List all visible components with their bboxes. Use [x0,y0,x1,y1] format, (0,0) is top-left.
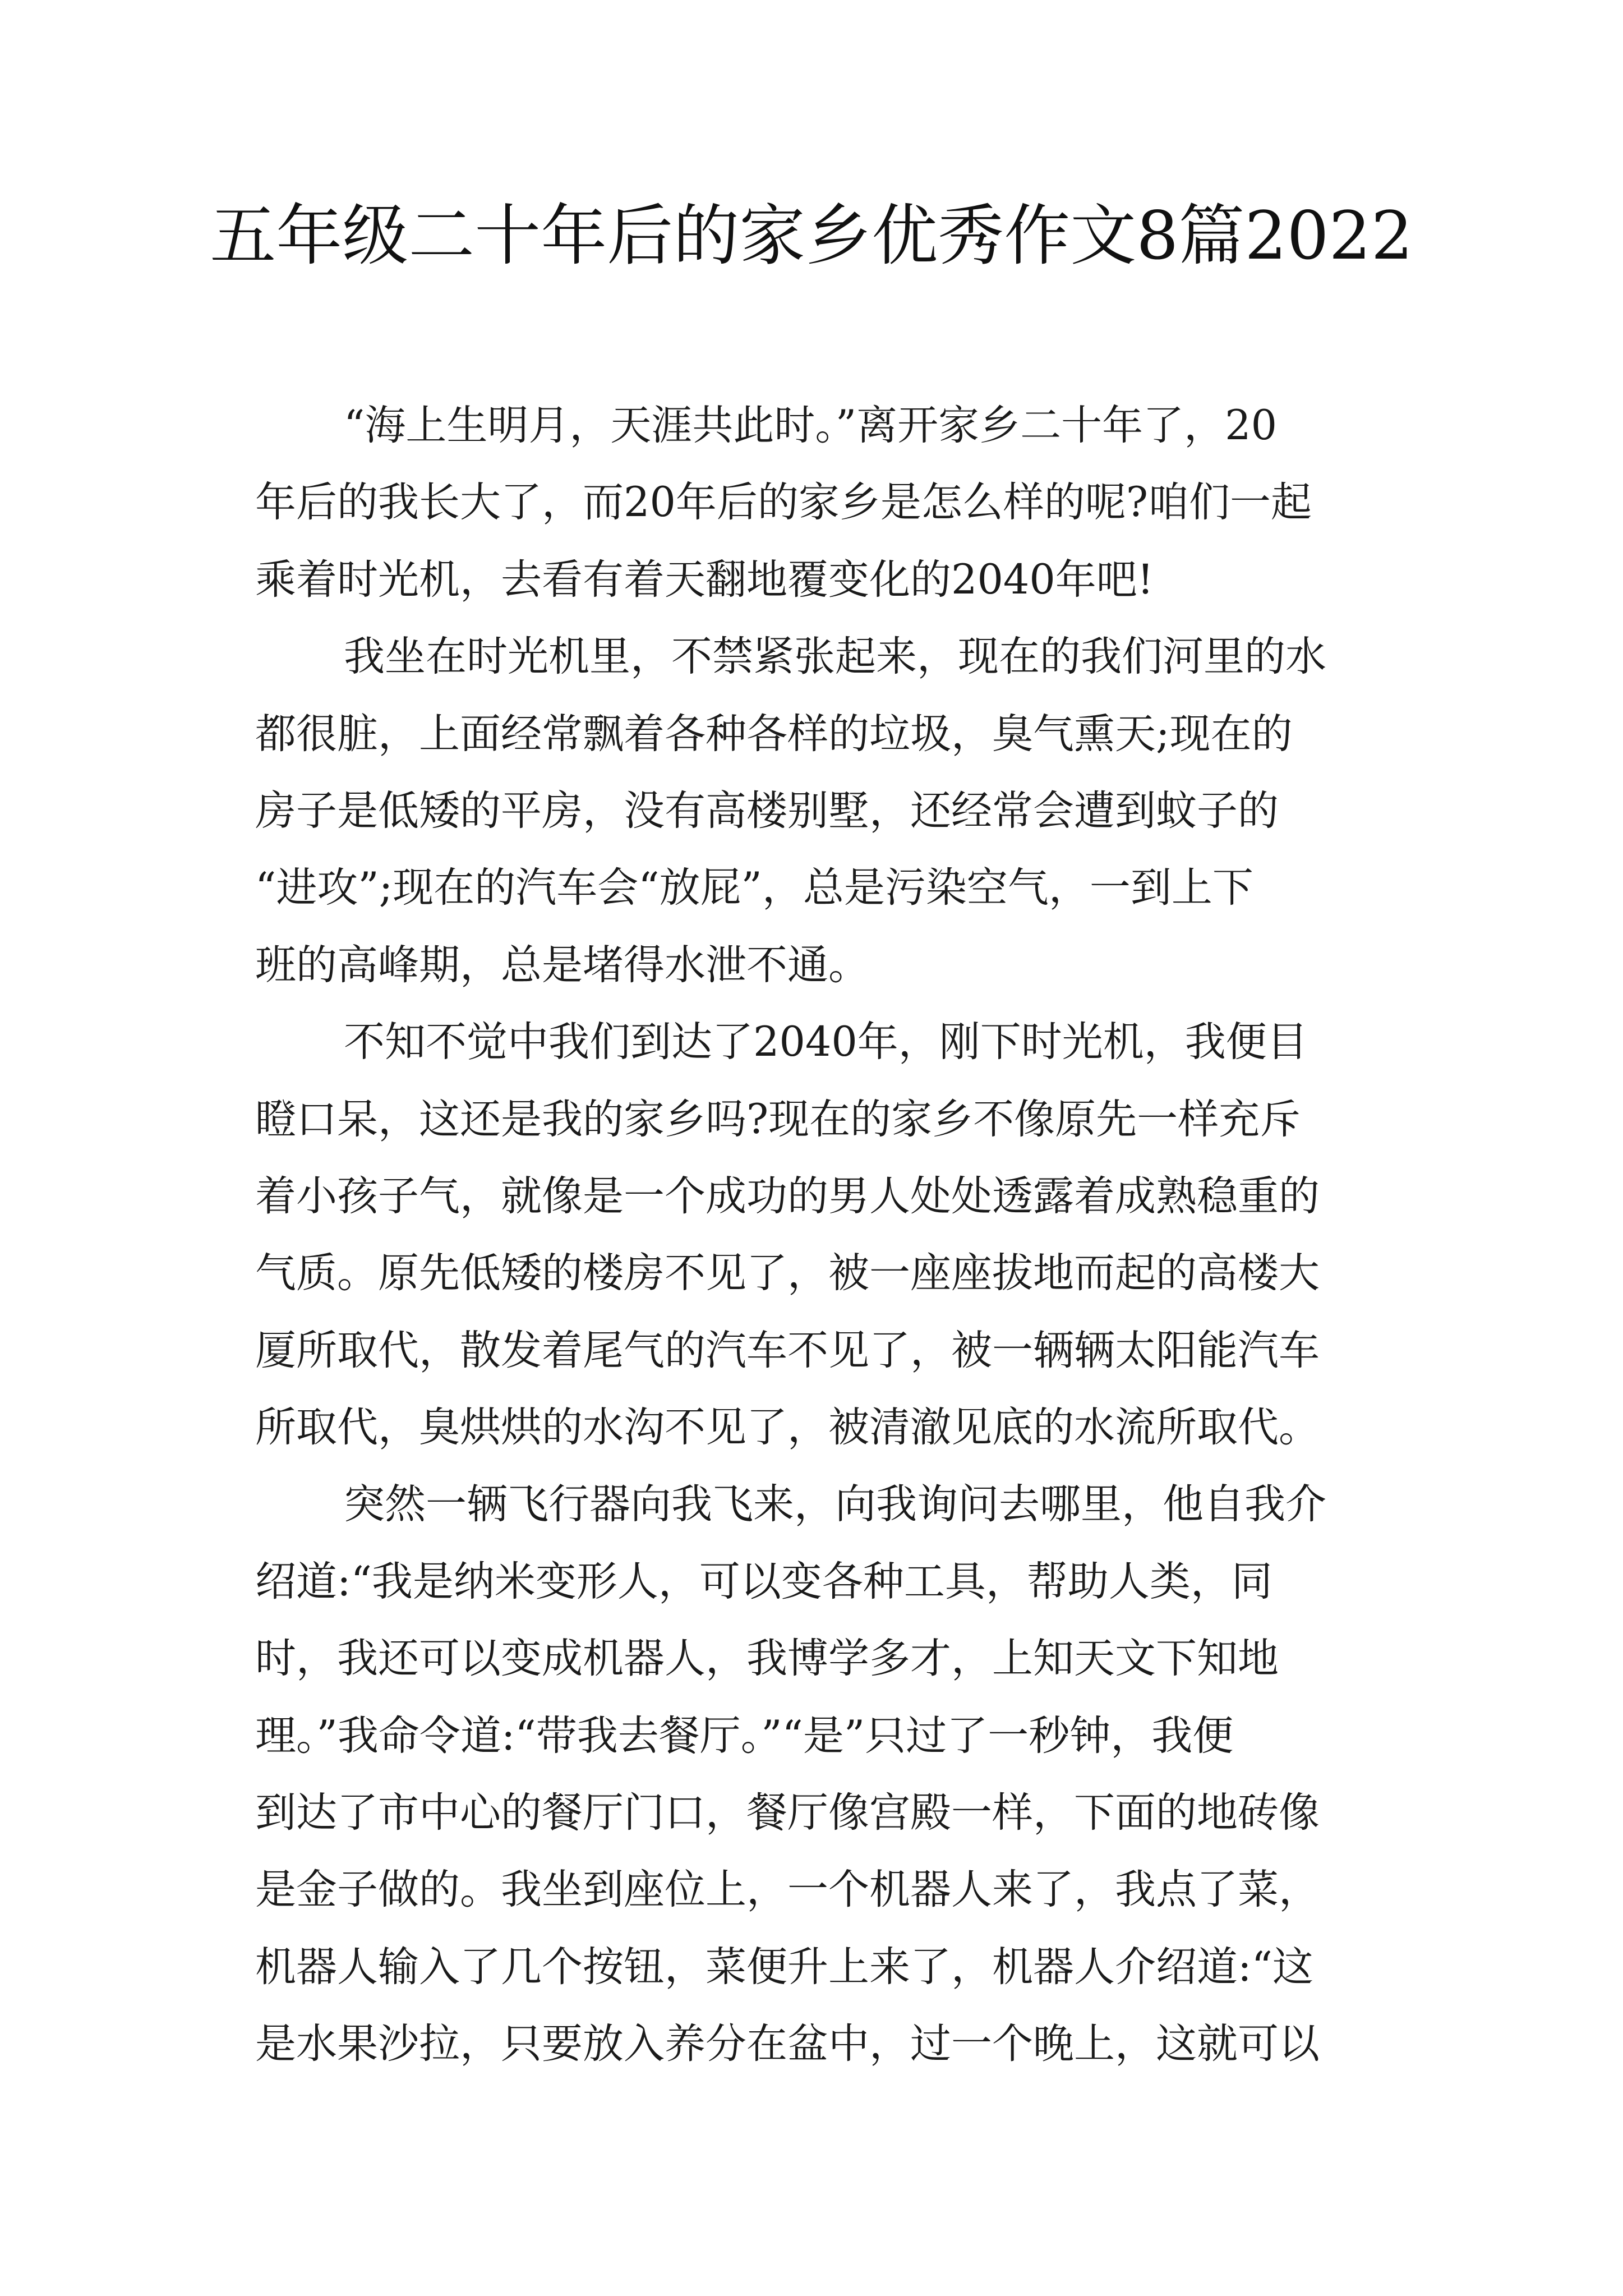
paragraph-2 [255,618,1380,1004]
text-line: 乘着时光机，去看有着天翻地覆变化的2040年吧! [255,555,1154,604]
text-line: 是金子做的。我坐到座位上，一个机器人来了，我点了菜， [255,1866,1320,1914]
text-line: 到达了市中心的餐厅门口，餐厅像宫殿一样，下面的地砖像 [255,1789,1320,1837]
text-line: 着小孩子气，就像是一个成功的男人处处透露着成熟稳重的 [255,1172,1320,1220]
text-line: 是水果沙拉，只要放入养分在盆中，过一个晚上，这就可以 [255,2020,1320,2068]
text-line: 所取代，臭烘烘的水沟不见了，被清澈见底的水流所取代。 [255,1404,1320,1452]
text-line: 我坐在时光机里，不禁紧张起来，现在的我们河里的水 [344,633,1326,681]
text-line: 厦所取代，散发着尾气的汽车不见了，被一辆辆太阳能汽车 [255,1326,1320,1374]
paragraph-4 [255,1466,1380,2082]
document-title: 五年级二十年后的家乡优秀作文8篇2022 [210,197,1413,274]
text-line: 都很脏，上面经常飘着各种各样的垃圾，臭气熏天;现在的 [255,710,1293,758]
text-line: 不知不觉中我们到达了2040年，刚下时光机，我便目 [344,1018,1308,1066]
text-line: “海上生明月，天涯共此时。”离开家乡二十年了，20 [344,402,1278,449]
text-line: 机器人输入了几个按钮，菜便升上来了，机器人介绍道:“这 [255,1943,1313,1991]
text-line: 年后的我长大了，而20年后的家乡是怎么样的呢?咱们一起 [255,478,1312,527]
paragraph-3 [255,1004,1380,1466]
text-line: 理。”我命令道:“带我去餐厅。”“是”只过了一秒钟，我便 [255,1711,1234,1760]
text-line: 房子是低矮的平房，没有高楼别墅，还经常会遭到蚊子的 [255,786,1279,835]
text-line: 气质。原先低矮的楼房不见了，被一座座拔地而起的高楼大 [255,1249,1320,1297]
text-line: 瞪口呆，这还是我的家乡吗?现在的家乡不像原先一样充斥 [255,1095,1301,1143]
text-line: 班的高峰期，总是堵得水泄不通。 [255,941,869,989]
paragraph-1 [255,387,1380,618]
text-line: 时，我还可以变成机器人，我博学多才，上知天文下知地 [255,1635,1279,1683]
text-line: 突然一辆飞行器向我飞来，向我询问去哪里，他自我介 [344,1480,1326,1529]
document-body [255,387,1380,2083]
text-line: “进攻”;现在的汽车会“放屁”，总是污染空气，一到上下 [255,864,1253,912]
text-line: 绍道:“我是纳米变形人，可以变各种工具，帮助人类，同 [255,1557,1272,1605]
